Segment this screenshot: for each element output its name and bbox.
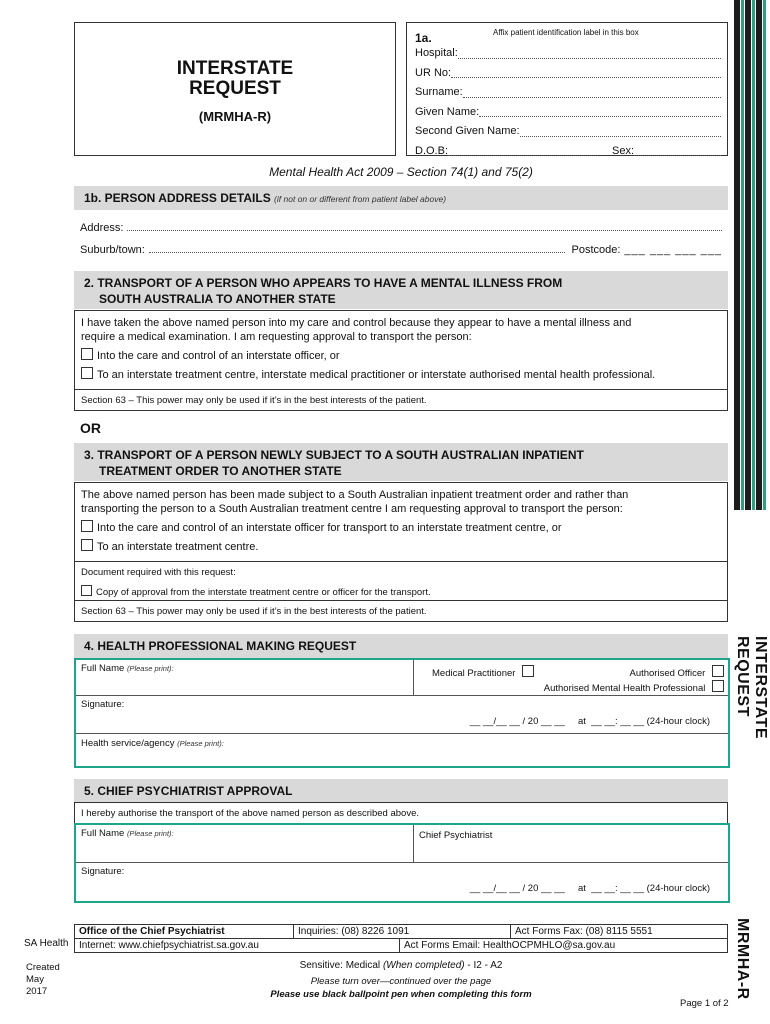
footer-fax: Act Forms Fax: (08) 8115 5551 [510,924,728,939]
s4-amhp-label: Authorised Mental Health Professional [543,683,706,694]
dob-field[interactable] [448,142,598,157]
footer-inquiries: Inquiries: (08) 8226 1091 [293,924,511,939]
s4-date-time-line[interactable]: __ __/__ __ / 20 __ __ at __ __: __ __ (24-hour clock) [469,716,710,727]
side-stripe [756,0,762,510]
s5-please-print: (Please print): [126,829,174,838]
dob-label: D.O.B: [415,144,449,157]
section-4-header: 4. HEALTH PROFESSIONAL MAKING REQUEST [74,634,728,658]
ur-no-field[interactable] [451,64,721,79]
section-3-body-line2: transporting the person to a South Australian treatment centre I am requesting approval to transport the person: [81,503,623,515]
postcode-field[interactable]: ___ ___ ___ ___ [624,244,722,256]
s4-authorised-officer-label: Authorised Officer [629,668,706,679]
section-2-header [74,271,728,309]
form-title-line1: INTERSTATE [176,58,294,79]
sensitive-italic: (When completed) [382,960,465,971]
s5-full-name-label: Full Name [81,828,125,839]
section-5-full-name-field[interactable] [76,825,414,863]
section-5-signature-row[interactable] [76,863,728,901]
given-name-field[interactable] [479,103,721,118]
doc-required-label: Document required with this request: [81,567,236,578]
or-separator: OR [80,420,101,436]
section-2-body [74,310,728,390]
section-4-full-name-field[interactable] [76,660,414,696]
section-4-form [74,658,730,768]
sensitive-prefix: Sensitive: Medical [299,960,381,971]
s4-medical-practitioner-label: Medical Practitioner [432,668,516,679]
form-title-line2: REQUEST [189,78,281,99]
section-2-option1-label: Into the care and control of an interstate officer, or [97,350,340,362]
section-4-service-field[interactable] [81,738,224,749]
section-3-documents [74,561,728,601]
act-reference: Mental Health Act 2009 – Section 74(1) and 75(2) [269,165,533,179]
second-given-name-label: Second Given Name: [415,125,520,137]
ur-no-label: UR No: [415,66,452,79]
postcode-label: Postcode: [571,244,621,256]
section-3-note: Section 63 – This power may only be used if it’s in the best interests of the patient. [74,600,728,622]
s5-signature-label: Signature: [81,866,125,877]
created-year: 2017 [26,986,48,997]
section-3-option2-checkbox[interactable] [81,539,93,551]
pen-note: Please use black ballpoint pen when completing this form [270,989,532,1000]
hospital-field[interactable] [458,44,721,59]
surname-field[interactable] [463,83,721,98]
s4-service-label: Health service/agency [81,738,175,749]
created-month: May [26,974,44,985]
second-given-name-field[interactable] [520,122,721,137]
doc-copy-checkbox[interactable] [81,585,92,596]
created-label: Created [26,962,60,973]
affix-note: Affix patient identification label in this box [493,28,639,37]
section-4-signature-row[interactable] [76,696,728,734]
section-2-option2-checkbox[interactable] [81,367,93,379]
sex-field[interactable] [634,142,721,157]
page-number: Page 1 of 2 [680,998,729,1009]
section-4-role-options [414,660,728,696]
section-3-title-line2: TREATMENT ORDER TO ANOTHER STATE [99,464,342,478]
section-5-chief-psychiatrist-box [414,825,728,863]
s4-amhp-checkbox[interactable] [712,680,724,692]
section-5-form [74,823,730,903]
s4-signature-label: Signature: [81,699,125,710]
doc-copy-label: Copy of approval from the interstate treatment centre or officer for the transport. [96,587,431,598]
section-2-option2-label: To an interstate treatment centre, interstate medical practitioner or interstate authorised mental health professional. [97,369,656,381]
section-2-body-line2: require a medical examination. I am requesting approval to transport the person: [81,331,472,343]
footer-email[interactable]: Act Forms Email: HealthOCPMHLO@sa.gov.au [399,938,728,953]
section-3-header [74,443,728,481]
section-3-option2-label: To an interstate treatment centre. [97,541,259,553]
section-2-option1-checkbox[interactable] [81,348,93,360]
sensitive-suffix: - I2 - A2 [467,960,503,971]
section-5-authorise-text: I hereby authorise the transport of the above named person as described above. [74,802,728,824]
section-3-option1-label: Into the care and control of an interstate officer for transport to an interstate treatment centre, or [97,522,562,534]
footer-office: Office of the Chief Psychiatrist [74,924,294,939]
sex-label: Sex: [612,144,635,157]
section-2-body-line1: I have taken the above named person into my care and control because they appear to have a mental illness and [81,317,632,329]
s5-chief-psychiatrist-label: Chief Psychiatrist [419,830,493,841]
section-2-title-line1: 2. TRANSPORT OF A PERSON WHO APPEARS TO HAVE A MENTAL ILLNESS FROM [84,276,563,290]
section-3-body-line1: The above named person has been made subject to a South Australian inpatient treatment order and rather than [81,489,629,501]
side-stripe [745,0,751,510]
s4-full-name-label: Full Name [81,663,125,674]
side-stripe [734,0,740,510]
section-2-title-line2: SOUTH AUSTRALIA TO ANOTHER STATE [99,292,336,306]
section-1b-header [74,186,728,210]
given-name-label: Given Name: [415,105,480,118]
title-box [74,22,396,156]
side-title-interstate-request: INTERSTATE REQUEST [734,636,769,740]
surname-label: Surname: [415,86,463,98]
section-1b-note: (if not on or different from patient label above) [274,194,447,204]
side-stripe [752,0,755,510]
s4-service-note: (Please print): [177,739,224,748]
address-label: Address: [80,222,124,234]
s4-please-print: (Please print): [126,664,174,673]
section-3-title-line1: 3. TRANSPORT OF A PERSON NEWLY SUBJECT TO A SOUTH AUSTRALIAN INPATIENT [84,448,584,462]
section-3-option1-checkbox[interactable] [81,520,93,532]
patient-label-box[interactable] [406,22,728,156]
side-stripe [741,0,744,510]
side-stripe [763,0,766,510]
s4-authorised-officer-checkbox[interactable] [712,665,724,677]
side-title-code: MRMHA-R [734,918,751,1000]
hospital-label: Hospital: [415,47,458,59]
section-5-header: 5. CHIEF PSYCHIATRIST APPROVAL [74,779,728,803]
sa-health-logo-text: SA Health [24,938,69,949]
created-date [26,962,60,998]
suburb-field[interactable] [149,244,566,253]
section-2-note: Section 63 – This power may only be used if it’s in the best interests of the patient. [74,389,728,411]
suburb-label: Suburb/town: [80,244,145,256]
sensitive-classification [74,960,728,971]
turn-over-note: Please turn over—continued over the page [310,976,492,987]
form-code: (MRMHA-R) [198,109,272,124]
s5-date-time-line[interactable]: __ __/__ __ / 20 __ __ at __ __: __ __ (24-hour clock) [469,883,710,894]
section-1a-label: 1a. [415,31,432,45]
section-1b-title: 1b. PERSON ADDRESS DETAILS [84,191,271,205]
footer-internet[interactable]: Internet: www.chiefpsychiatrist.sa.gov.au [74,938,400,953]
s4-medical-practitioner-checkbox[interactable] [522,665,534,677]
section-3-body [74,482,728,562]
address-field[interactable] [127,222,722,231]
